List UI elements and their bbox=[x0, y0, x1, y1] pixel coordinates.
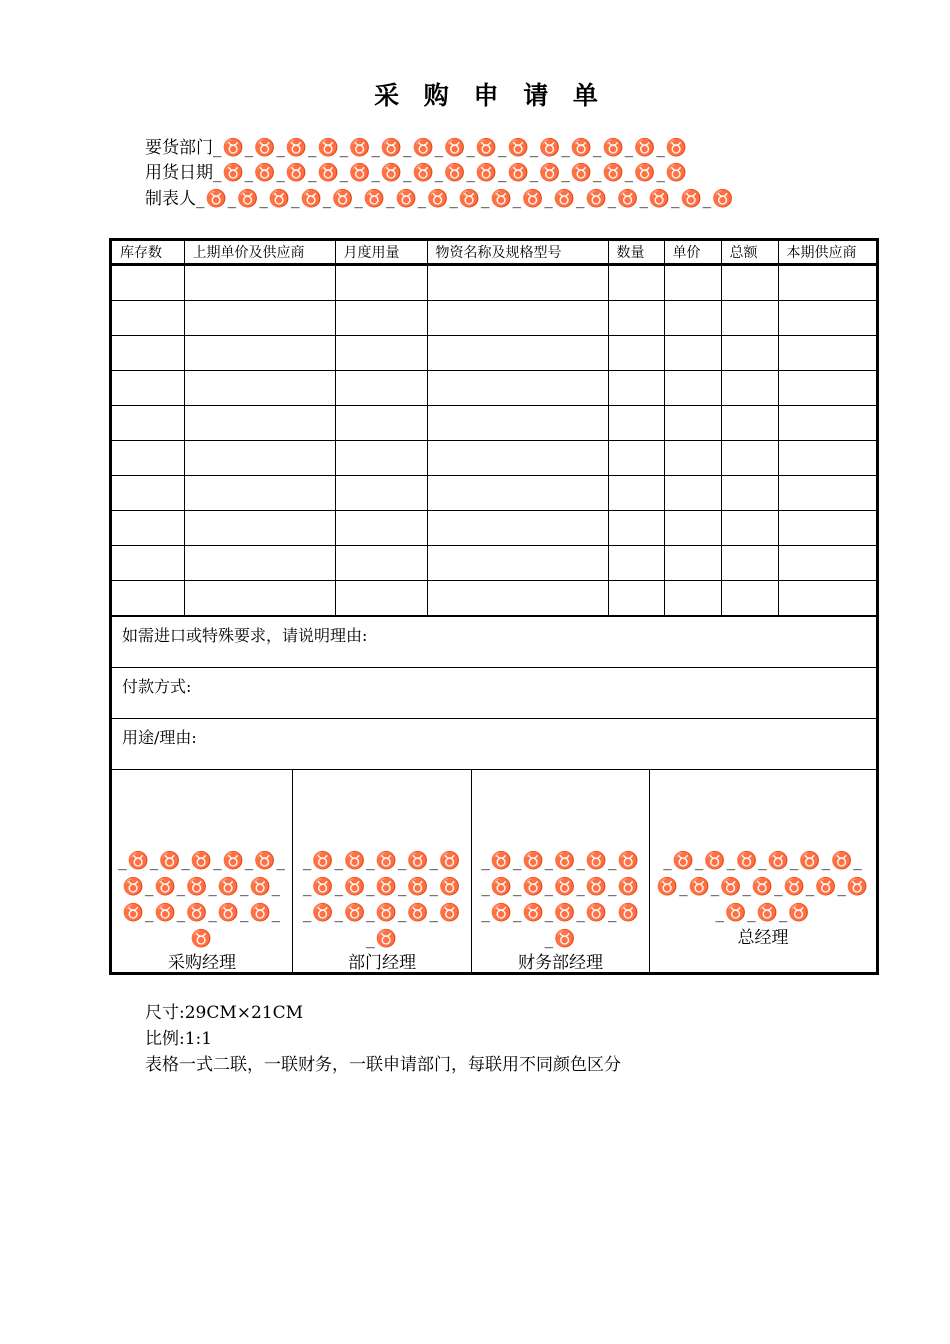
header-last-price-supplier: 上期单价及供应商 bbox=[184, 241, 335, 265]
table-cell[interactable] bbox=[427, 371, 608, 406]
table-cell[interactable] bbox=[664, 301, 721, 336]
table-cell[interactable] bbox=[335, 406, 427, 441]
table-row bbox=[112, 406, 876, 441]
table-cell[interactable] bbox=[778, 581, 876, 616]
table-cell[interactable] bbox=[427, 441, 608, 476]
table-row bbox=[112, 511, 876, 546]
table-cell[interactable] bbox=[112, 546, 184, 581]
header-monthly-usage: 月度用量 bbox=[335, 241, 427, 265]
table-cell[interactable] bbox=[184, 406, 335, 441]
signature-purchasing-manager[interactable] bbox=[112, 770, 292, 973]
table-cell[interactable] bbox=[184, 581, 335, 616]
table-cell[interactable] bbox=[721, 581, 778, 616]
form-title: 采 购 申 请 单 bbox=[374, 81, 606, 110]
table-cell[interactable] bbox=[664, 336, 721, 371]
field-label: 制表人 bbox=[145, 189, 196, 209]
signature-section bbox=[112, 769, 876, 973]
signature-role: 总经理 bbox=[737, 928, 789, 948]
table-cell[interactable] bbox=[664, 511, 721, 546]
table-cell[interactable] bbox=[608, 371, 664, 406]
header-item-name-spec: 物资名称及规格型号 bbox=[427, 241, 608, 265]
table-cell[interactable] bbox=[778, 371, 876, 406]
table-cell[interactable] bbox=[608, 511, 664, 546]
table-row bbox=[112, 371, 876, 406]
field-prepared-by[interactable] bbox=[145, 187, 734, 211]
table-cell[interactable] bbox=[112, 371, 184, 406]
footer-scale: 比例:1:1 bbox=[145, 1029, 213, 1049]
table-cell[interactable] bbox=[721, 406, 778, 441]
table-cell[interactable] bbox=[335, 265, 427, 301]
note-label: 如需进口或特殊要求，请说明理由: bbox=[122, 626, 368, 645]
table-cell[interactable] bbox=[721, 336, 778, 371]
table-cell[interactable] bbox=[778, 441, 876, 476]
field-blank: _♉_♉_♉_♉_♉_♉_♉_♉_♉_♉_♉_♉_♉_♉_♉ bbox=[213, 138, 689, 158]
signature-role: 采购经理 bbox=[168, 953, 236, 973]
table-cell[interactable] bbox=[335, 581, 427, 616]
table-cell[interactable] bbox=[721, 476, 778, 511]
field-label: 用货日期 bbox=[145, 163, 213, 183]
table-cell[interactable] bbox=[335, 301, 427, 336]
table-cell[interactable] bbox=[721, 371, 778, 406]
signature-blank: _♉_♉_♉_♉_♉_♉_♉_♉_♉_♉_♉_♉_♉_♉_♉_♉ bbox=[481, 851, 640, 949]
table-cell[interactable] bbox=[778, 301, 876, 336]
table-cell[interactable] bbox=[184, 476, 335, 511]
table-row bbox=[112, 301, 876, 336]
table-cell[interactable] bbox=[608, 581, 664, 616]
table-cell[interactable] bbox=[664, 265, 721, 301]
table-cell[interactable] bbox=[112, 336, 184, 371]
table-cell[interactable] bbox=[608, 301, 664, 336]
field-request-department[interactable] bbox=[145, 136, 688, 160]
table-cell[interactable] bbox=[778, 265, 876, 301]
table-cell[interactable] bbox=[608, 476, 664, 511]
footer-notes bbox=[145, 1000, 621, 1078]
table-cell[interactable] bbox=[184, 265, 335, 301]
table-cell[interactable] bbox=[608, 336, 664, 371]
table-cell[interactable] bbox=[664, 476, 721, 511]
table-cell[interactable] bbox=[608, 265, 664, 301]
note-label: 用途/理由: bbox=[122, 728, 197, 747]
table-row bbox=[112, 441, 876, 476]
table-row bbox=[112, 581, 876, 616]
table-cell[interactable] bbox=[335, 476, 427, 511]
table-cell[interactable] bbox=[112, 265, 184, 301]
table-cell[interactable] bbox=[335, 441, 427, 476]
footer-size: 尺寸:29CM×21CM bbox=[145, 1003, 304, 1023]
header-unit-price: 单价 bbox=[664, 241, 721, 265]
field-blank: _♉_♉_♉_♉_♉_♉_♉_♉_♉_♉_♉_♉_♉_♉_♉_♉_♉ bbox=[196, 189, 735, 209]
table-cell[interactable] bbox=[427, 265, 608, 301]
signature-blank: _♉_♉_♉_♉_♉_♉_♉_♉_♉_♉_♉_♉_♉_♉_♉_♉ bbox=[118, 851, 286, 949]
header-current-supplier: 本期供应商 bbox=[778, 241, 876, 265]
table-row bbox=[112, 476, 876, 511]
table-cell[interactable] bbox=[778, 406, 876, 441]
items-table bbox=[112, 241, 876, 616]
table-cell[interactable] bbox=[721, 301, 778, 336]
table-cell[interactable] bbox=[112, 441, 184, 476]
table-cell[interactable] bbox=[608, 441, 664, 476]
special-requirement-note[interactable] bbox=[112, 616, 876, 667]
field-label: 要货部门 bbox=[145, 138, 213, 158]
signature-blank: _♉_♉_♉_♉_♉_♉_♉_♉_♉_♉_♉_♉_♉_♉_♉_♉ bbox=[656, 851, 870, 923]
table-cell[interactable] bbox=[184, 546, 335, 581]
table-cell[interactable] bbox=[112, 581, 184, 616]
header-stock-qty: 库存数 bbox=[112, 241, 184, 265]
table-cell[interactable] bbox=[112, 511, 184, 546]
table-cell[interactable] bbox=[427, 406, 608, 441]
table-cell[interactable] bbox=[427, 301, 608, 336]
table-row bbox=[112, 546, 876, 581]
table-header-row bbox=[112, 241, 876, 265]
table-cell[interactable] bbox=[664, 371, 721, 406]
table-cell[interactable] bbox=[112, 301, 184, 336]
table-cell[interactable] bbox=[335, 546, 427, 581]
table-cell[interactable] bbox=[427, 511, 608, 546]
table-cell[interactable] bbox=[778, 476, 876, 511]
table-row bbox=[112, 336, 876, 371]
header-quantity: 数量 bbox=[608, 241, 664, 265]
payment-method-note[interactable] bbox=[112, 667, 876, 718]
table-row bbox=[112, 265, 876, 301]
table-cell[interactable] bbox=[184, 511, 335, 546]
table-cell[interactable] bbox=[778, 546, 876, 581]
field-blank: _♉_♉_♉_♉_♉_♉_♉_♉_♉_♉_♉_♉_♉_♉_♉ bbox=[213, 163, 689, 183]
purchase-form-table bbox=[109, 238, 879, 975]
table-cell[interactable] bbox=[427, 581, 608, 616]
table-cell[interactable] bbox=[184, 371, 335, 406]
signature-role: 财务部经理 bbox=[518, 953, 603, 973]
table-cell[interactable] bbox=[427, 546, 608, 581]
table-cell[interactable] bbox=[427, 476, 608, 511]
signature-general-manager[interactable] bbox=[649, 770, 876, 973]
table-cell[interactable] bbox=[184, 301, 335, 336]
table-cell[interactable] bbox=[335, 371, 427, 406]
note-label: 付款方式: bbox=[122, 677, 192, 696]
table-cell[interactable] bbox=[112, 406, 184, 441]
table-cell[interactable] bbox=[721, 441, 778, 476]
table-cell[interactable] bbox=[664, 546, 721, 581]
table-cell[interactable] bbox=[778, 511, 876, 546]
table-cell[interactable] bbox=[664, 581, 721, 616]
signature-finance-manager[interactable] bbox=[471, 770, 649, 973]
table-cell[interactable] bbox=[335, 336, 427, 371]
table-cell[interactable] bbox=[664, 406, 721, 441]
field-usage-date[interactable] bbox=[145, 161, 688, 185]
table-cell[interactable] bbox=[184, 441, 335, 476]
purpose-reason-note[interactable] bbox=[112, 718, 876, 769]
table-cell[interactable] bbox=[778, 336, 876, 371]
signature-blank: _♉_♉_♉_♉_♉_♉_♉_♉_♉_♉_♉_♉_♉_♉_♉_♉ bbox=[302, 851, 462, 949]
signature-role: 部门经理 bbox=[348, 953, 416, 973]
table-cell[interactable] bbox=[721, 546, 778, 581]
table-cell[interactable] bbox=[721, 511, 778, 546]
table-cell[interactable] bbox=[608, 406, 664, 441]
table-cell[interactable] bbox=[112, 476, 184, 511]
table-cell[interactable] bbox=[664, 441, 721, 476]
signature-department-manager[interactable] bbox=[292, 770, 471, 973]
table-cell[interactable] bbox=[335, 511, 427, 546]
header-total: 总额 bbox=[721, 241, 778, 265]
footer-copies-note: 表格一式二联，一联财务，一联申请部门，每联用不同颜色区分 bbox=[145, 1055, 621, 1075]
table-cell[interactable] bbox=[184, 336, 335, 371]
table-cell[interactable] bbox=[427, 336, 608, 371]
table-cell[interactable] bbox=[608, 546, 664, 581]
table-cell[interactable] bbox=[721, 265, 778, 301]
